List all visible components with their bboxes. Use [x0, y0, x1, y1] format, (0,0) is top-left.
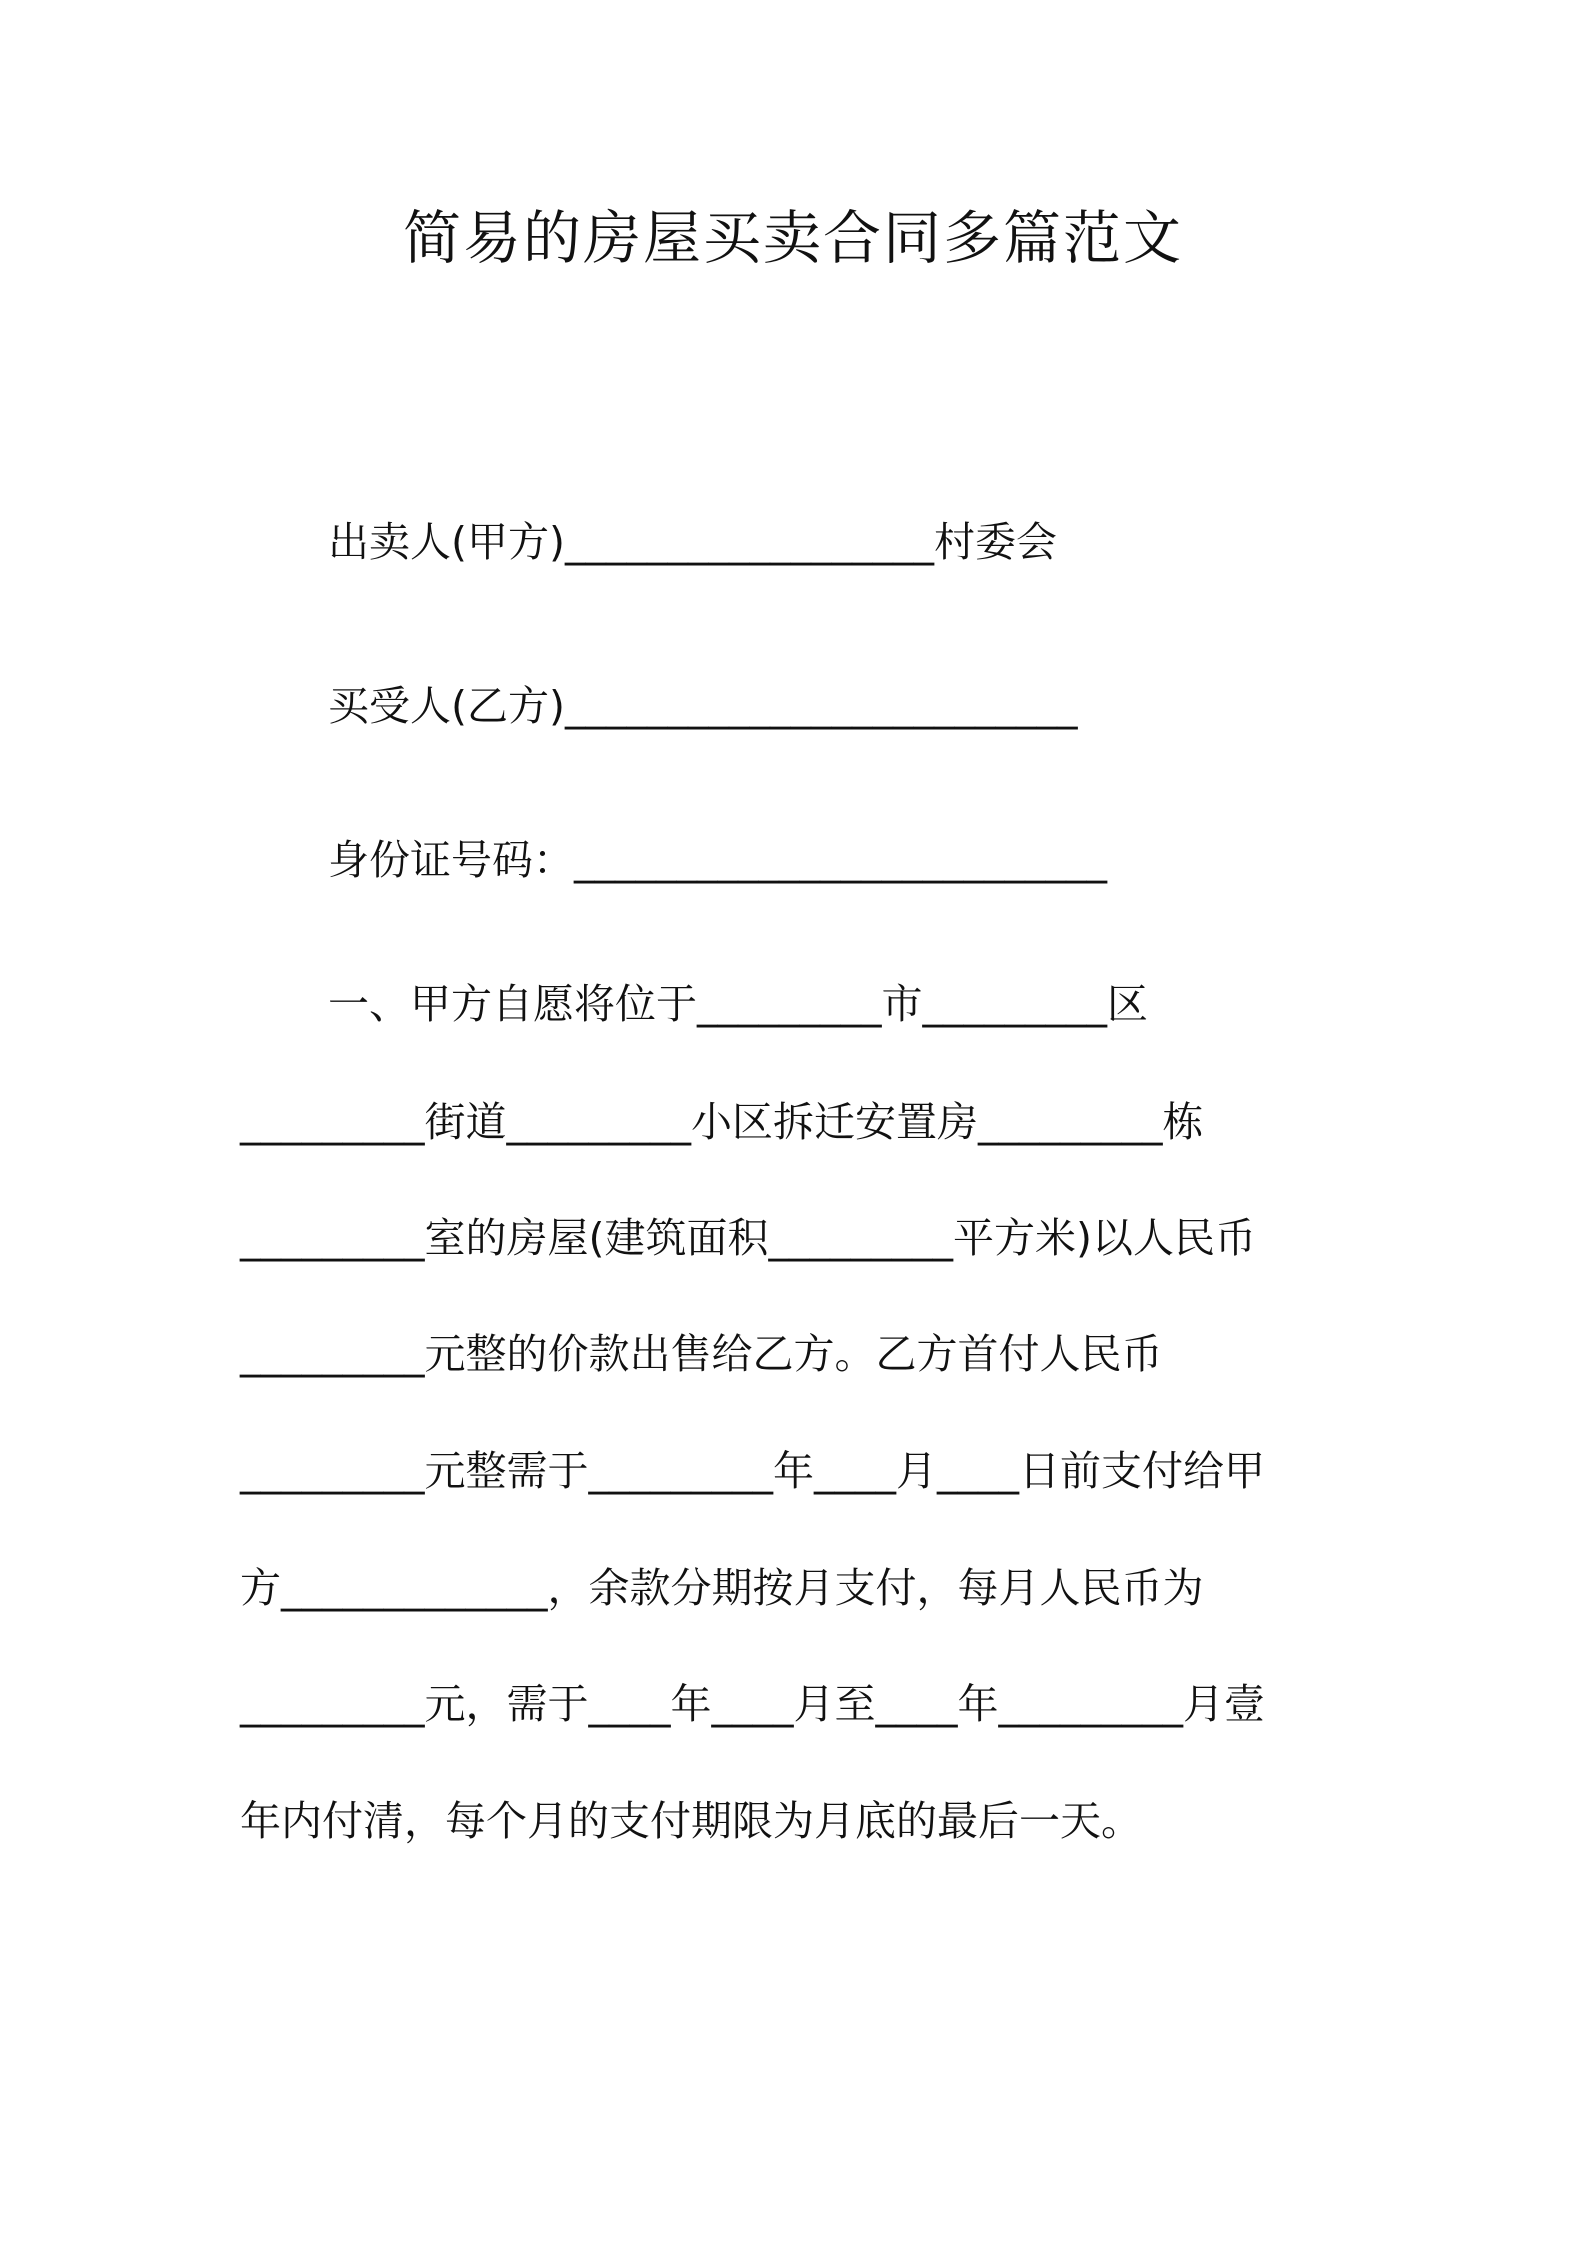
id-number-line: 身份证号码：__________________________: [328, 836, 1107, 884]
seller-line: 出卖人(甲方)__________________村委会: [328, 518, 1057, 566]
clause-1-line-4: _________元整的价款出售给乙方。乙方首付人民币: [240, 1330, 1163, 1378]
clause-1-line-6: 方_____________，余款分期按月支付，每月人民币为: [240, 1564, 1204, 1612]
clause-1-line-1: 一、甲方自愿将位于_________市_________区: [328, 980, 1148, 1028]
clause-1-line-2: _________街道_________小区拆迁安置房_________栋: [240, 1098, 1204, 1146]
document-title: 简易的房屋买卖合同多篇范文: [402, 204, 1183, 272]
clause-1-line-5: _________元整需于_________年____月____日前支付给甲: [240, 1447, 1265, 1495]
buyer-line: 买受人(乙方)_________________________: [328, 682, 1078, 730]
clause-1-line-8: 年内付清，每个月的支付期限为月底的最后一天。: [240, 1797, 1142, 1845]
clause-1-line-3: _________室的房屋(建筑面积_________平方米)以人民币: [240, 1214, 1256, 1262]
clause-1-line-7: _________元，需于____年____月至____年_________月壹: [240, 1680, 1265, 1728]
